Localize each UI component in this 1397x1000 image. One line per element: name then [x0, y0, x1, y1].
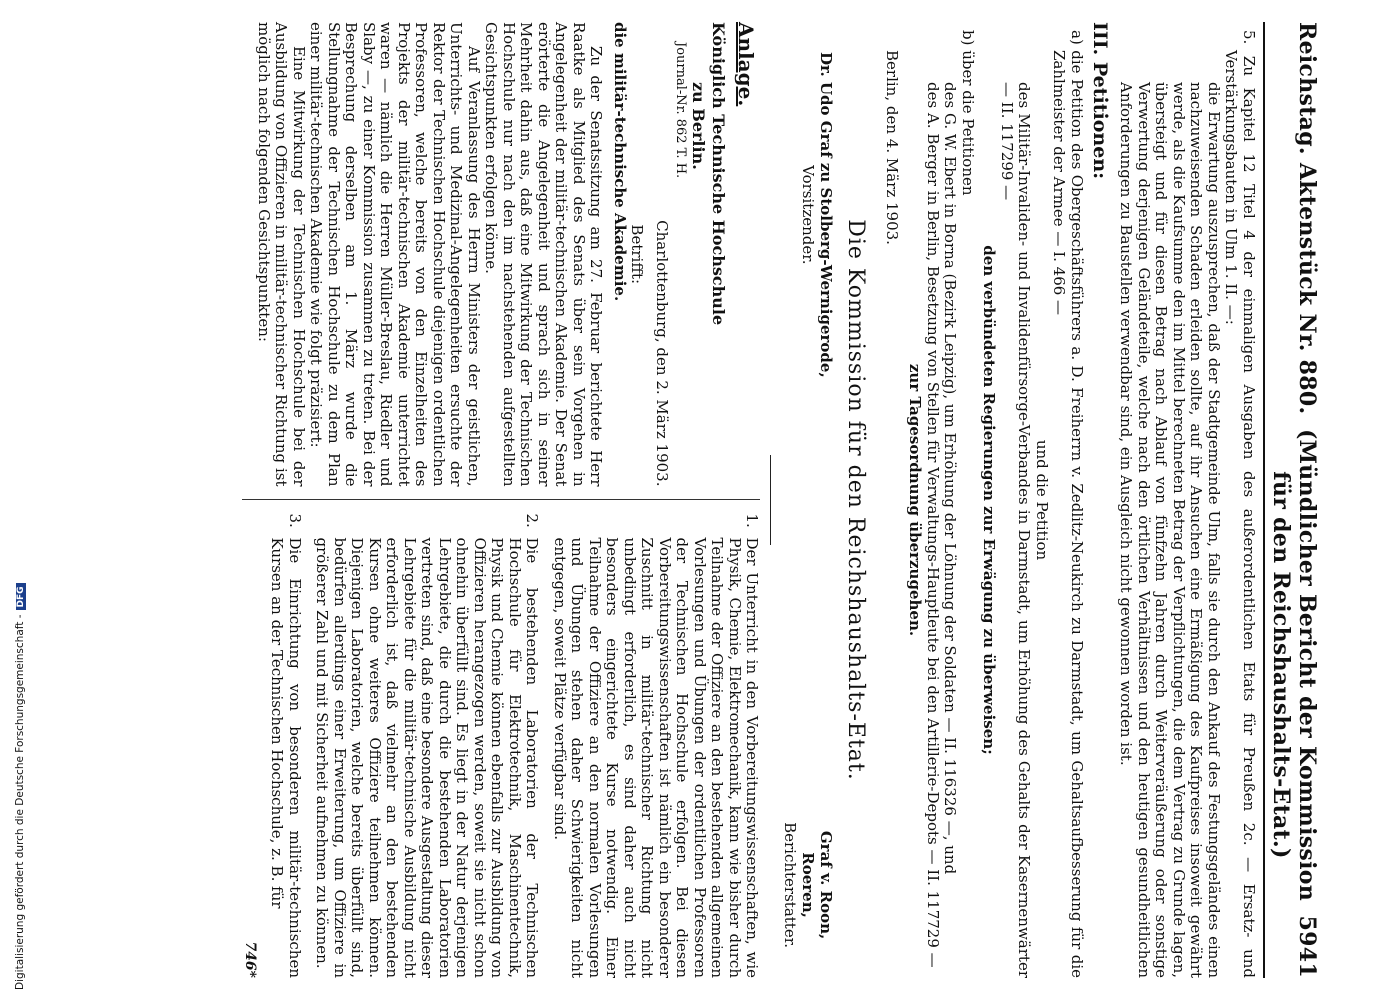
header-left: Reichstag. Aktenstück Nr. 880. [1294, 22, 1320, 415]
item-5-body: die Erwartung auszusprechen, daß der Stadtgemeinde Ulm, falls sie durch den Ankauf des Festungsgeländes einen nachzuweisenden Schaden erleiden sollte, auf ihr Ansuchen eine Ermäßigung des Kaufpreises insoweit gewährt werde, als die Kaufsumme den im Mittel berechneten Betrag der Verpflichtungen, die dem Vertrag zu Grunde lagen, übersteigt und für diesen Betrag nach Ablauf von fünfzehn Jahren durch Weiterveräußerung oder sonstige Verwertung derjenigen Geländeteile, welche nach den örtlichen Verhältnissen und den heutigen gesundheitlichen Anforderungen zu Baustellen verwendbar sind, ein Ausgleich nicht gewonnen worden ist. [1117, 82, 1223, 978]
dfg-logo: DFG [16, 583, 26, 610]
commission-title: Die Kommission für den Reichshaushalts-Etat. [843, 219, 869, 781]
point-text: Die Einrichtung von besonderen militär-technischen Kursen an der Technischen Hochschule, z. B. für [268, 537, 304, 978]
numbered-point [268, 514, 303, 979]
running-header [1263, 22, 1320, 978]
point-text: Die bestehenden Laboratorien der Technischen Hochschule für Elektrotechnik, Maschinentechnik, Physik und Chemie können ebenfalls zur Ausbildung von Offizieren herangezogen werden, soweit sie nicht schon ohnehin überfüllt sind. Es liegt in der Natur derjenigen Lehrgebiete, die durch die bestehenden Laboratorien vertreten sind, daß eine besondere Ausgestaltung dieser Lehrgebiete für die militär-technische Ausbildung nicht erforderlich ist, daß vielmehr an den bestehenden Kursen ohne weiteres Offiziere teilnehmen können. Diejenigen Laboratorien, welche bereits überfüllt sind, bedürfen allerdings einer Erweiterung, um Offiziere in größerer Zahl und mit Sicherheit aufnehmen zu können. [313, 537, 542, 978]
point-number: 3. [286, 513, 304, 528]
numbered-point [313, 514, 541, 979]
point-text: Der Unterricht in den Vorbereitungswissenschaften, wie Physik, Chemie, Elektromechanik, kann wie bisher durch Teilnahme der Offiziere an den bestehenden allgemeinen Vorlesungen und Übungen der ordentlichen Professoren der Technischen Hochschule erfolgen. Bei diesen Vorbereitungswissenschaften ist nämlich ein besonderer Zuschnitt in militär-technischer Richtung nicht unbedingt erforderlich, es sind daher auch nicht besonders eingerichtete Kurse notwendig. Einer Teilnahme der Offiziere an den normalen Vorlesungen und Übungen stehen daher Schwierigkeiten nicht entgegen, soweit Plätze verfügbar sind. [551, 537, 762, 978]
scanned-page [40, 0, 1340, 1000]
annex-title: Anlage. [734, 22, 759, 107]
petition-a-connector: und die Petition [1033, 439, 1051, 561]
divider [771, 455, 772, 545]
signature-rapporteurs [782, 822, 836, 948]
institution-city: zu Berlin. [689, 82, 709, 170]
annex-paragraph-1: Zu der Senatssitzung am 27. Februar berichtete Herr Raatke als Mitglied des Senats über sein Vorgehen in Angelegenheit der militär-technischen Akademie. Der Senat erörterte die Angelegenheit und sprach sich in seiner Mehrheit dahin aus, daß eine Mitwirkung der Technischen Hochschule nur nach den im nachstehenden aufgestellten Gesichtspunkten erfolgen könne. [482, 22, 606, 487]
page-number: 5941 [1294, 915, 1320, 978]
petition-a-second: des Militär-Invaliden- und Invalidenfürsorge-Verbandes in Darmstadt, um Erhöhung des Gehalts der Kasernenwärter — II. 117299 — [998, 82, 1034, 978]
journal-number: Journal-Nr. 862 T. H. [673, 42, 689, 179]
annex-date: Charlottenburg, den 2. März 1903. [653, 220, 672, 487]
chair-name: Dr. Udo Graf zu Stolberg-Wernigerode, [817, 52, 836, 378]
point-number: 1. [743, 513, 762, 528]
two-column-body [242, 22, 761, 978]
section-heading: III. Petitionen: [1089, 22, 1111, 180]
point-number: 2. [523, 513, 542, 528]
numbered-point [551, 514, 761, 979]
digitization-credit [14, 583, 26, 990]
credit-text: Digitalisierung gefördert durch die Deutsche Forschungsgemeinschaft - [14, 614, 26, 990]
petition-b-decision: zur Tagesordnung überzugehen. [906, 363, 925, 637]
petition-a: a) die Petition des Obergeschäftsführers a. D. Freiherrn v. Zedlitz-Neukirch zu Darmstadt, um Gehaltsaufbesserung für die Zahlmeister der Armee — I. 466 — [1050, 30, 1086, 978]
annex-paragraph-3: Eine Mitwirkung der Technischen Hochschule bei der Ausbildung von Offizieren in militär-technischer Richtung ist möglich nach folgenden Gesichtspunkten: [255, 22, 308, 487]
petition-b-first: des G. W. Ebert in Borna (Bezirk Leipzig), um Erhöhung der Löhnung der Soldaten — II. 116326 —, und [941, 82, 960, 875]
rapporteur-role: Berichterstatter. [781, 822, 800, 948]
institution-name: Königlich Technische Hochschule [709, 22, 729, 326]
signatures [782, 52, 836, 948]
column-right [242, 500, 761, 979]
rapporteur-1: Graf v. Roon, [817, 830, 836, 940]
petition-b: b) über die Petitionen [959, 30, 977, 196]
annex-paragraph-2: Auf Veranlassung des Herrn Ministers der geistlichen, Unterrichts- und Medizinal-Angelegenheiten ersuchte der Rektor der Technischen Hochschule diejenigen ordentlichen Professoren, welche bereits von den Einzelheiten des Projekts der militär-technischen Akademie unterrichtet waren — nämlich die Herren Müller-Breslau, Riedler und Slaby —, zu einer Kommission zusammen zu treten. Bei der Besprechung derselben am 1. März wurde die Stellungnahme der Technischen Hochschule zu dem Plan einer militär-technischen Akademie wie folgt präzisiert: [307, 22, 483, 487]
page-signature-mark: 746* [242, 941, 258, 978]
annex-subject: die militär-technische Akademie. [611, 22, 629, 302]
betrifft-label: Betrifft: [628, 224, 647, 285]
place-date: Berlin, den 4. März 1903. [883, 50, 901, 245]
item-5-heading: 5. Zu Kapitel 12 Titel 4 der einmaligen Ausgaben des außerordentlichen Etats für Preußen 2c. — Ersatz- und Verstärkungsbauten in Ulm 1. II. —: [1222, 30, 1258, 978]
chair-role: Vorsitzender. [799, 165, 818, 265]
signature-chair [782, 52, 836, 378]
rapporteur-2: Roeren, [799, 852, 818, 918]
petition-b-second: des A. Berger in Berlin, Besetzung von Stellen für Verwaltungs-Hauptleute bei den Artillerie-Depots — II. 117729 — [924, 82, 942, 968]
petition-a-decision: den verbündeten Regierungen zur Erwägung zu überweisen; [980, 245, 999, 755]
column-left [242, 22, 761, 500]
header-middle: (Mündlicher Bericht der Kommission für den Reichshaushalts-Etat.) [1268, 428, 1320, 902]
